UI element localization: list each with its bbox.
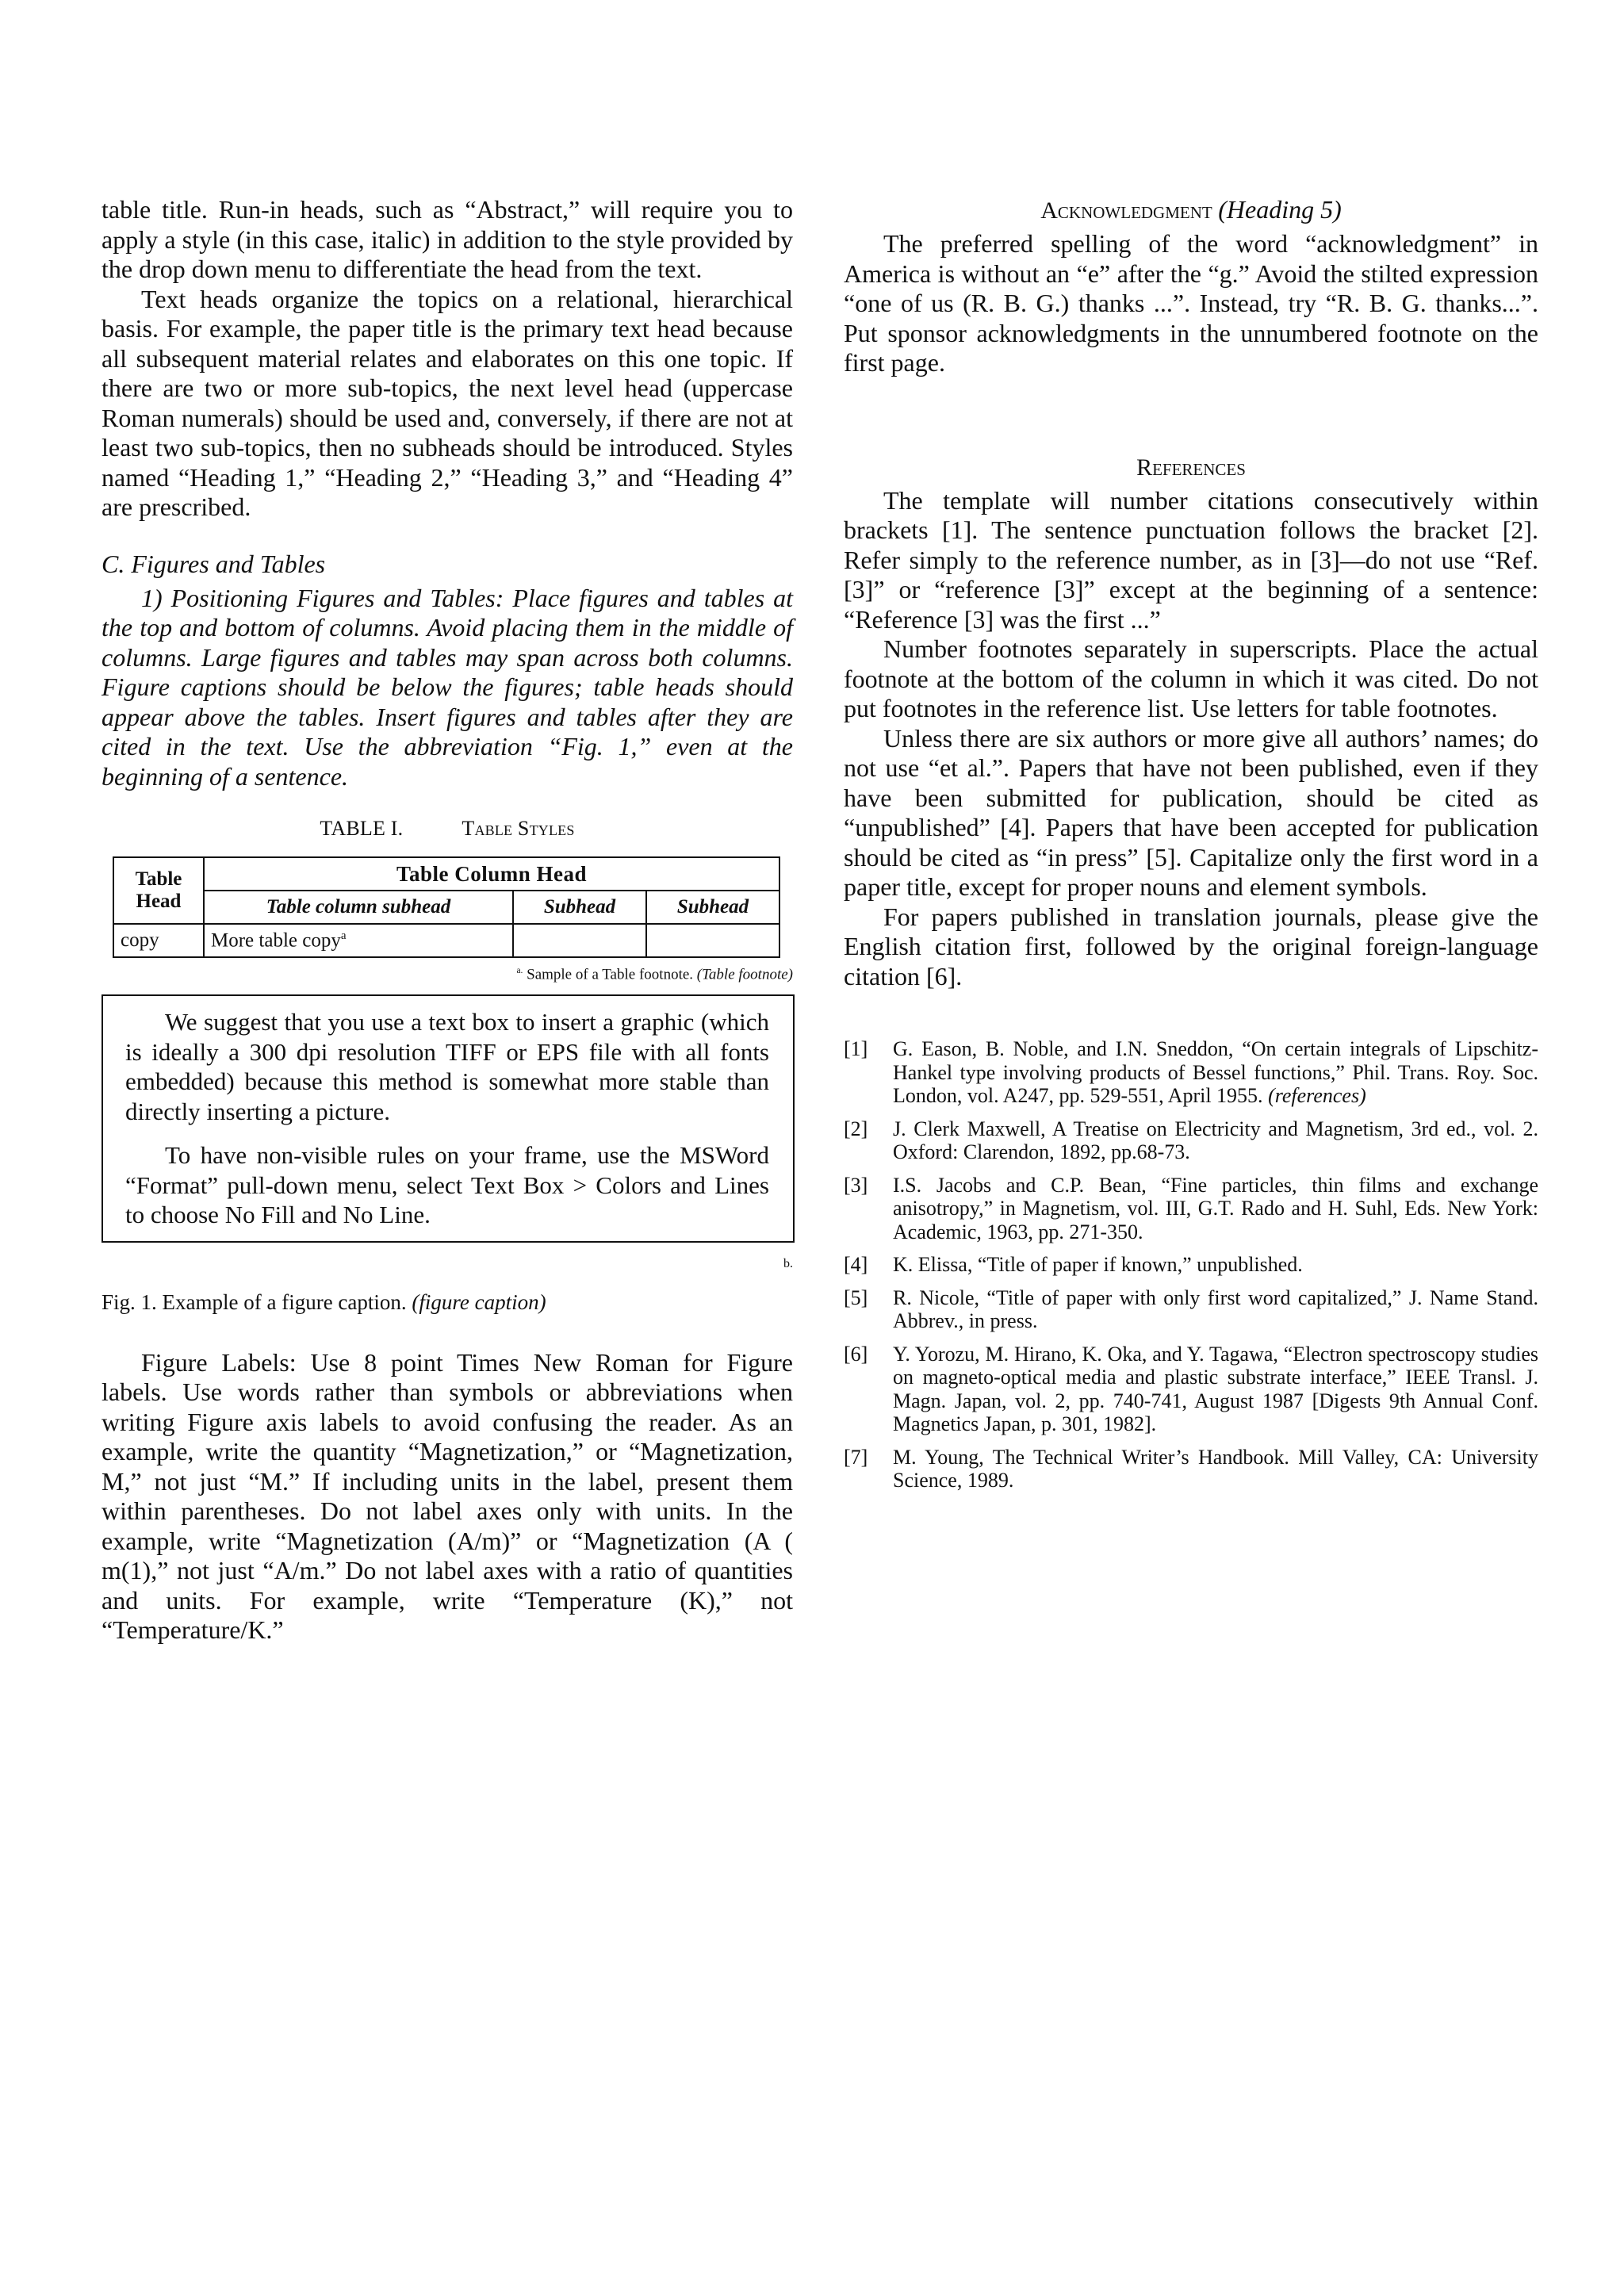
paragraph-references-2: Number footnotes separately in superscripts. Place the actual footnote at the bottom of the column in which it was cited. Do not put footnotes in the reference list. Use letters for table footnotes.: [844, 634, 1538, 722]
section-heading-figures-tables: C. Figures and Tables: [102, 549, 326, 578]
table-footnote: [102, 966, 793, 983]
table-cell: [646, 924, 779, 957]
table-cell: copy: [113, 924, 204, 957]
reference-text: G. Eason, B. Noble, and I.N. Sneddon, “On certain integrals of Lipschitz-Hankel type involving products of Bessel functions,” Phil. Trans. Roy. Soc. London, vol. A247, pp. 529-551, April 1955.: [893, 1037, 1538, 1107]
reference-item: [844, 1037, 1538, 1108]
reference-item: [844, 1446, 1538, 1492]
table-cell: [204, 924, 513, 957]
table-subhead: Subhead: [646, 891, 779, 924]
table-styles: [113, 856, 780, 958]
paragraph-figure-labels: Figure Labels: Use 8 point Times New Roman for Figure labels. Use words rather than symbols or abbreviations when writing Figure axis labels to avoid confusing the reader. As an example, write the quantity “Magnetization,” or “Magnetization, M,” not just “M.” If including units in the label, present them within parentheses. Do not label axes only with units. In the example, write “Magnetization (A/m)” or “Magnetization (A ( m(1),” not just “A/m.” Do not label axes with a ratio of quantities and units. For example, write “Temperature (K),” not “Temperature/K.”: [102, 1347, 793, 1645]
reference-item: [844, 1174, 1538, 1244]
paragraph-positioning-figures: 1) Positioning Figures and Tables: Place figures and tables at the top and bottom of columns. Avoid placing them in the middle of columns. Large figures and tables may span across both columns. Figure captions should be below the figures; table heads should appear above the tables. Insert figures and tables after they are cited in the text. Use the abbreviation “Fig. 1,” even at the beginning of a sentence.: [102, 583, 793, 791]
acknowledgment-heading: [844, 195, 1538, 224]
table-title: [102, 817, 793, 841]
reference-list: [844, 1037, 1538, 1492]
figure-caption-tag: (figure caption): [412, 1289, 546, 1314]
reference-item: [844, 1117, 1538, 1164]
table-column-head: Table Column Head: [204, 857, 779, 891]
reference-number: [5]: [844, 1285, 868, 1309]
paragraph-acknowledgment: The preferred spelling of the word “acknowledgment” in America is without an “e” after the “g.” Avoid the stilted expression “one of us (R. B. G.) thanks ...”. Instead, try “R. B. G. thanks...”. Put sponsor acknowledgments in the unnumbered footnote on the first page.: [844, 229, 1538, 377]
reference-text: Y. Yorozu, M. Hirano, K. Oka, and Y. Tagawa, “Electron spectroscopy studies on magneto-optical media and plastic substrate interface,” IEEE Transl. J. Magn. Japan, vol. 2, pp. 740-741, August 1987 [Digests 9th Annual Conf. Magnetics Japan, p. 301, 1982].: [893, 1342, 1538, 1435]
reference-number: [6]: [844, 1342, 868, 1366]
figure-text-box: [102, 994, 795, 1243]
table-footnote-text: Sample of a Table footnote.: [527, 966, 694, 983]
acknowledgment-heading-tag: (Heading 5): [1218, 195, 1342, 224]
table-cell-text: More table copy: [211, 929, 341, 952]
table-head-cell: Table Head: [113, 857, 204, 924]
figure-caption-text: Fig. 1. Example of a figure caption.: [102, 1289, 407, 1314]
table-column-subhead: Table column subhead: [204, 891, 513, 924]
table-label: TABLE I.: [320, 817, 404, 840]
reference-text: K. Elissa, “Title of paper if known,” unpublished.: [893, 1253, 1303, 1276]
paragraph-references-1: The template will number citations consecutively within brackets [1]. The sentence punctuation follows the bracket [2]. Refer simply to the reference number, as in [3]—do not use “Ref. [3]” or “reference [3]” except at the beginning of a sentence: “Reference [3] was the first ...”: [844, 485, 1538, 634]
reference-number: [2]: [844, 1117, 868, 1140]
paragraph-references-3: Unless there are six authors or more give all authors’ names; do not use “et al.”. Papers that have not been published, even if they have been submitted for publication, should be cited as “unpublished” [4]. Papers that have been accepted for publication should be cited as “in press” [5]. Capitalize only the first word in a paper title, except for proper nouns and element symbols.: [844, 723, 1538, 901]
reference-text: R. Nicole, “Title of paper with only first word capitalized,” J. Name Stand. Abbrev., in press.: [893, 1285, 1538, 1332]
table-footnote-tag: (Table footnote): [696, 966, 793, 983]
reference-number: [3]: [844, 1173, 868, 1197]
reference-item: [844, 1253, 1538, 1277]
table-cell: [513, 924, 646, 957]
reference-text: M. Young, The Technical Writer’s Handbook. Mill Valley, CA: University Science, 1989.: [893, 1445, 1538, 1492]
references-heading: References: [1136, 454, 1246, 481]
textbox-paragraph: To have non-visible rules on your frame, use the MSWord “Format” pull-down menu, select Text Box > Colors and Lines to choose No Fill and No Line.: [125, 1141, 769, 1229]
reference-text: I.S. Jacobs and C.P. Bean, “Fine particles, thin films and exchange anisotropy,” in Magnetism, vol. III, G.T. Rado and H. Suhl, Eds. New York: Academic, 1963, pp. 271-350.: [893, 1173, 1538, 1243]
table-name: Table Styles: [462, 817, 575, 840]
paragraph-text-heads: Text heads organize the topics on a relational, hierarchical basis. For example, the paper title is the primary text head because all subsequent material relates and elaborates on this one topic. If there are two or more sub-topics, the next level head (uppercase Roman numerals) should be used and, conversely, if there are not at least two sub-topics, then no subheads should be introduced. Styles named “Heading 1,” “Heading 2,” “Heading 3,” and “Heading 4” are prescribed.: [102, 284, 793, 521]
reference-text-wrapper: [893, 1037, 1538, 1108]
paragraph-run-in-heads: table title. Run-in heads, such as “Abstract,” will require you to apply a style (in this case, italic) in addition to the style provided by the drop down menu to differentiate the head from the text.: [102, 195, 793, 283]
right-column: [844, 195, 1538, 1502]
table-footnote-marker: a.: [516, 966, 523, 975]
acknowledgment-heading-text: Acknowledgment: [1040, 197, 1212, 224]
table-subhead: Subhead: [513, 891, 646, 924]
table-footnote-ref: a: [340, 929, 347, 942]
reference-item: [844, 1343, 1538, 1436]
figure-note-marker: b.: [783, 1256, 793, 1270]
textbox-paragraph: We suggest that you use a text box to insert a graphic (which is ideally a 300 dpi resolution TIFF or EPS file with all fonts embedded) because this method is somewhat more stable than directly inserting a picture.: [125, 1008, 769, 1125]
reference-number: [1]: [844, 1037, 868, 1060]
reference-tag: (references): [1268, 1084, 1366, 1107]
reference-item: [844, 1286, 1538, 1333]
paragraph-references-4: For papers published in translation journals, please give the English citation first, followed by the original foreign-language citation [6].: [844, 902, 1538, 990]
reference-text: J. Clerk Maxwell, A Treatise on Electricity and Magnetism, 3rd ed., vol. 2. Oxford: Clarendon, 1892, pp.68-73.: [893, 1117, 1538, 1163]
figure-caption: [102, 1290, 793, 1315]
reference-number: [7]: [844, 1445, 868, 1469]
left-column: [102, 195, 793, 1646]
reference-number: [4]: [844, 1253, 868, 1276]
